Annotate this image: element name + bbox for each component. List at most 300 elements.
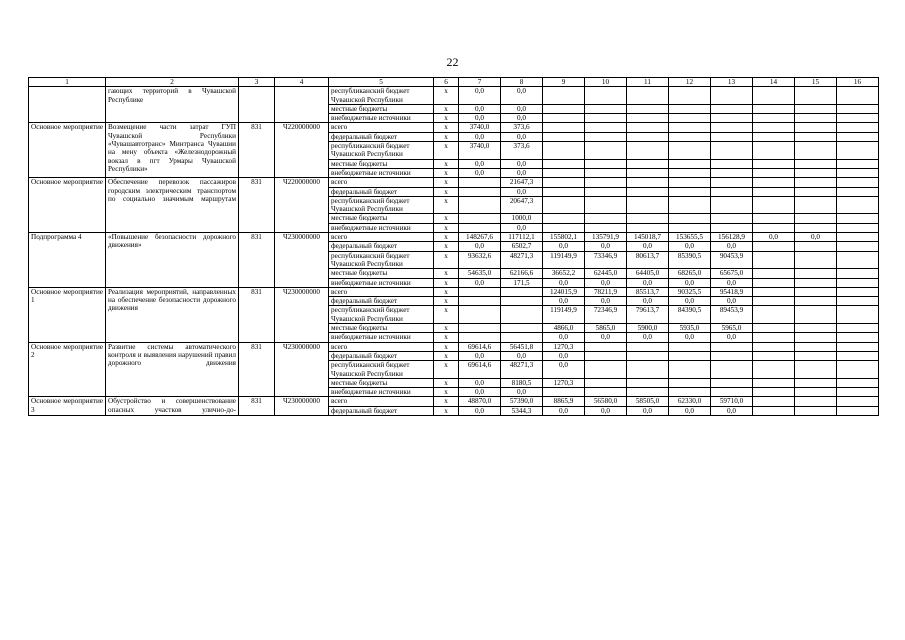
value-cell — [795, 168, 837, 177]
value-cell: 0,0 — [501, 159, 543, 168]
value-cell — [543, 178, 585, 187]
value-cell — [753, 123, 795, 132]
value-cell — [837, 178, 879, 187]
value-cell: 0,0 — [459, 242, 501, 251]
value-cell: 0,0 — [459, 406, 501, 415]
value-cell: 5900,0 — [627, 324, 669, 333]
value-cell — [795, 278, 837, 287]
value-cell: 36652,2 — [543, 269, 585, 278]
value-cell — [585, 104, 627, 113]
value-cell — [837, 297, 879, 306]
value-cell — [837, 251, 879, 269]
value-cell — [711, 388, 753, 397]
value-cell: 0,0 — [459, 132, 501, 141]
row-budget-code: Ч220000000 — [275, 178, 329, 233]
value-cell: 69614,6 — [459, 342, 501, 351]
value-cell — [837, 351, 879, 360]
funding-source: местные бюджеты — [329, 214, 434, 223]
funding-source: внебюджетные источники — [329, 333, 434, 342]
value-cell: 0,0 — [501, 223, 543, 232]
value-cell — [753, 142, 795, 160]
value-cell: 0,0 — [585, 278, 627, 287]
value-cell — [669, 378, 711, 387]
value-cell — [585, 187, 627, 196]
value-cell — [585, 87, 627, 105]
value-cell: 79613,7 — [627, 306, 669, 324]
value-cell — [753, 114, 795, 123]
value-cell — [459, 223, 501, 232]
value-cell — [669, 114, 711, 123]
value-cell: 0,0 — [543, 351, 585, 360]
value-cell: 5865,0 — [585, 324, 627, 333]
value-cell — [501, 306, 543, 324]
value-cell: 0,0 — [711, 406, 753, 415]
table-row — [29, 123, 879, 132]
value-cell — [753, 278, 795, 287]
value-cell — [837, 361, 879, 379]
value-cell — [543, 388, 585, 397]
table-row — [29, 178, 879, 187]
value-cell — [795, 178, 837, 187]
value-cell — [585, 351, 627, 360]
value-cell — [501, 333, 543, 342]
row-budget-code: Ч230000000 — [275, 342, 329, 397]
value-cell: 119149,9 — [543, 306, 585, 324]
value-cell — [543, 196, 585, 214]
value-cell: 78211,9 — [585, 287, 627, 296]
value-cell — [585, 142, 627, 160]
value-cell: 117112,1 — [501, 233, 543, 242]
value-cell — [753, 388, 795, 397]
value-cell — [669, 361, 711, 379]
value-cell — [669, 178, 711, 187]
x-cell: x — [434, 324, 459, 333]
value-cell — [795, 123, 837, 132]
value-cell: 72346,9 — [585, 306, 627, 324]
value-cell — [543, 87, 585, 105]
value-cell: 0,0 — [585, 297, 627, 306]
value-cell — [753, 168, 795, 177]
funding-source: федеральный бюджет — [329, 351, 434, 360]
value-cell — [837, 159, 879, 168]
row-measure-name: Основное мероприятие 1 — [29, 287, 106, 342]
value-cell: 5344,3 — [501, 406, 543, 415]
value-cell: 93632,6 — [459, 251, 501, 269]
value-cell: 48271,3 — [501, 251, 543, 269]
value-cell — [711, 142, 753, 160]
value-cell — [501, 287, 543, 296]
value-cell — [459, 196, 501, 214]
value-cell — [753, 269, 795, 278]
value-cell — [837, 168, 879, 177]
x-cell: x — [434, 306, 459, 324]
value-cell — [753, 378, 795, 387]
value-cell: 62166,6 — [501, 269, 543, 278]
value-cell: 90453,9 — [711, 251, 753, 269]
value-cell — [795, 187, 837, 196]
value-cell — [585, 342, 627, 351]
value-cell — [669, 223, 711, 232]
value-cell — [627, 187, 669, 196]
row-budget-code: Ч230000000 — [275, 287, 329, 342]
table-row — [29, 87, 879, 105]
funding-source: местные бюджеты — [329, 269, 434, 278]
row-code: 831 — [239, 123, 275, 178]
value-cell — [795, 287, 837, 296]
value-cell: 0,0 — [501, 351, 543, 360]
row-measure-description: Реализация мероприятий, направленных на обеспечение безопасности дорожного движения — [106, 287, 239, 342]
value-cell — [753, 214, 795, 223]
value-cell — [837, 333, 879, 342]
funding-source: внебюджетные источники — [329, 388, 434, 397]
value-cell — [627, 104, 669, 113]
value-cell: 135791,9 — [585, 233, 627, 242]
value-cell — [753, 333, 795, 342]
value-cell — [837, 87, 879, 105]
header-cell: 12 — [669, 78, 711, 87]
value-cell — [543, 214, 585, 223]
x-cell: x — [434, 406, 459, 415]
value-cell: 57390,0 — [501, 397, 543, 406]
header-cell: 8 — [501, 78, 543, 87]
row-measure-description: Обеспечение перевозок пассажиров городским электрическим транспортом по социально значимым маршрутам — [106, 178, 239, 233]
value-cell — [753, 251, 795, 269]
value-cell — [459, 287, 501, 296]
header-cell: 9 — [543, 78, 585, 87]
x-cell: x — [434, 242, 459, 251]
row-measure-description: Развитие системы автоматического контроля и выявления нарушений правил дорожного движения — [106, 342, 239, 397]
value-cell — [753, 178, 795, 187]
row-budget-code: Ч220000000 — [275, 123, 329, 178]
value-cell: 89453,9 — [711, 306, 753, 324]
value-cell — [669, 196, 711, 214]
value-cell: 155802,1 — [543, 233, 585, 242]
value-cell — [753, 187, 795, 196]
value-cell — [795, 388, 837, 397]
value-cell — [459, 297, 501, 306]
x-cell: x — [434, 187, 459, 196]
value-cell: 0,0 — [585, 406, 627, 415]
value-cell: 3740,0 — [459, 123, 501, 132]
value-cell — [795, 196, 837, 214]
table-row — [29, 287, 879, 296]
value-cell — [795, 242, 837, 251]
value-cell: 0,0 — [711, 333, 753, 342]
value-cell — [711, 123, 753, 132]
value-cell — [711, 351, 753, 360]
value-cell: 0,0 — [459, 159, 501, 168]
value-cell — [837, 306, 879, 324]
row-code: 831 — [239, 233, 275, 288]
x-cell: x — [434, 351, 459, 360]
header-cell: 16 — [837, 78, 879, 87]
funding-source: федеральный бюджет — [329, 297, 434, 306]
value-cell: 8865,9 — [543, 397, 585, 406]
value-cell — [711, 361, 753, 379]
value-cell — [753, 159, 795, 168]
value-cell: 0,0 — [711, 278, 753, 287]
value-cell: 148267,6 — [459, 233, 501, 242]
value-cell — [459, 187, 501, 196]
value-cell: 0,0 — [543, 242, 585, 251]
header-cell: 6 — [434, 78, 459, 87]
header-cell: 13 — [711, 78, 753, 87]
value-cell: 0,0 — [669, 242, 711, 251]
value-cell — [753, 342, 795, 351]
value-cell: 85513,7 — [627, 287, 669, 296]
value-cell — [585, 196, 627, 214]
value-cell: 0,0 — [627, 278, 669, 287]
value-cell: 0,0 — [501, 132, 543, 141]
x-cell: x — [434, 297, 459, 306]
value-cell — [795, 342, 837, 351]
value-cell — [837, 196, 879, 214]
value-cell — [753, 87, 795, 105]
value-cell — [459, 333, 501, 342]
x-cell: x — [434, 361, 459, 379]
value-cell — [585, 159, 627, 168]
x-cell: x — [434, 104, 459, 113]
funding-source: республиканский бюджет Чувашской Республики — [329, 196, 434, 214]
row-measure-name — [29, 87, 106, 123]
x-cell: x — [434, 168, 459, 177]
header-cell: 10 — [585, 78, 627, 87]
header-cell: 15 — [795, 78, 837, 87]
value-cell: 0,0 — [459, 114, 501, 123]
funding-source: федеральный бюджет — [329, 187, 434, 196]
value-cell — [795, 159, 837, 168]
header-cell: 4 — [275, 78, 329, 87]
value-cell — [753, 287, 795, 296]
value-cell — [669, 132, 711, 141]
value-cell — [543, 187, 585, 196]
value-cell — [711, 87, 753, 105]
value-cell — [795, 104, 837, 113]
value-cell — [711, 132, 753, 141]
value-cell: 0,0 — [795, 233, 837, 242]
value-cell: 3740,0 — [459, 142, 501, 160]
x-cell: x — [434, 214, 459, 223]
funding-source: местные бюджеты — [329, 324, 434, 333]
value-cell: 0,0 — [669, 278, 711, 287]
value-cell — [543, 159, 585, 168]
value-cell — [711, 187, 753, 196]
value-cell — [543, 223, 585, 232]
value-cell — [711, 178, 753, 187]
value-cell — [543, 114, 585, 123]
funding-source: республиканский бюджет Чувашской Республики — [329, 251, 434, 269]
value-cell: 95418,9 — [711, 287, 753, 296]
value-cell — [795, 378, 837, 387]
value-cell — [753, 196, 795, 214]
value-cell — [669, 87, 711, 105]
row-measure-name: Основное мероприятие 2 — [29, 342, 106, 397]
value-cell — [585, 388, 627, 397]
value-cell — [837, 406, 879, 415]
value-cell — [795, 223, 837, 232]
value-cell — [585, 178, 627, 187]
value-cell — [585, 223, 627, 232]
value-cell: 0,0 — [669, 297, 711, 306]
header-cell: 7 — [459, 78, 501, 87]
header-cell: 5 — [329, 78, 434, 87]
table-header-row — [29, 78, 879, 87]
funding-source: республиканский бюджет Чувашской Республики — [329, 306, 434, 324]
value-cell — [585, 114, 627, 123]
value-cell — [837, 104, 879, 113]
value-cell — [837, 278, 879, 287]
value-cell: 0,0 — [459, 87, 501, 105]
x-cell: x — [434, 333, 459, 342]
funding-source: республиканский бюджет Чувашской Республики — [329, 142, 434, 160]
funding-source: местные бюджеты — [329, 159, 434, 168]
value-cell: 0,0 — [585, 242, 627, 251]
value-cell: 20647,3 — [501, 196, 543, 214]
value-cell — [627, 214, 669, 223]
value-cell — [627, 361, 669, 379]
value-cell — [795, 351, 837, 360]
value-cell — [753, 361, 795, 379]
value-cell — [627, 114, 669, 123]
row-measure-description: Обустройство и совершенствование опасных участков улично-до- — [106, 397, 239, 416]
value-cell — [711, 378, 753, 387]
value-cell — [669, 159, 711, 168]
value-cell: 4866,0 — [543, 324, 585, 333]
value-cell — [543, 142, 585, 160]
value-cell: 0,0 — [501, 187, 543, 196]
x-cell: x — [434, 196, 459, 214]
value-cell: 171,5 — [501, 278, 543, 287]
header-cell: 3 — [239, 78, 275, 87]
value-cell: 5935,0 — [669, 324, 711, 333]
value-cell — [837, 142, 879, 160]
value-cell — [795, 114, 837, 123]
value-cell — [795, 132, 837, 141]
header-cell: 1 — [29, 78, 106, 87]
value-cell — [501, 324, 543, 333]
row-measure-name: Основное мероприятие — [29, 123, 106, 178]
value-cell: 85390,5 — [669, 251, 711, 269]
value-cell — [753, 306, 795, 324]
funding-source: внебюджетные источники — [329, 223, 434, 232]
value-cell — [627, 388, 669, 397]
value-cell: 62330,0 — [669, 397, 711, 406]
value-cell — [585, 361, 627, 379]
value-cell — [837, 114, 879, 123]
value-cell — [711, 114, 753, 123]
value-cell: 145018,7 — [627, 233, 669, 242]
value-cell — [627, 87, 669, 105]
value-cell — [459, 178, 501, 187]
value-cell: 0,0 — [501, 114, 543, 123]
value-cell: 0,0 — [501, 168, 543, 177]
value-cell: 0,0 — [669, 333, 711, 342]
value-cell: 0,0 — [459, 168, 501, 177]
value-cell — [837, 378, 879, 387]
value-cell: 0,0 — [459, 388, 501, 397]
value-cell — [543, 168, 585, 177]
funding-source: всего — [329, 123, 434, 132]
value-cell — [753, 132, 795, 141]
value-cell — [837, 132, 879, 141]
value-cell: 0,0 — [627, 406, 669, 415]
value-cell: 48271,3 — [501, 361, 543, 379]
value-cell — [753, 297, 795, 306]
value-cell — [837, 287, 879, 296]
value-cell — [669, 351, 711, 360]
funding-source: всего — [329, 178, 434, 187]
value-cell: 0,0 — [543, 333, 585, 342]
value-cell — [795, 142, 837, 160]
value-cell — [837, 242, 879, 251]
value-cell: 0,0 — [459, 104, 501, 113]
value-cell — [795, 324, 837, 333]
x-cell: x — [434, 114, 459, 123]
value-cell: 56580,0 — [585, 397, 627, 406]
value-cell — [837, 324, 879, 333]
funding-source: всего — [329, 342, 434, 351]
table-row — [29, 233, 879, 242]
value-cell — [669, 388, 711, 397]
funding-source: республиканский бюджет Чувашской Республики — [329, 87, 434, 105]
value-cell: 0,0 — [543, 361, 585, 379]
funding-source: федеральный бюджет — [329, 132, 434, 141]
value-cell: 373,6 — [501, 123, 543, 132]
value-cell: 0,0 — [585, 333, 627, 342]
value-cell: 1000,0 — [501, 214, 543, 223]
value-cell — [837, 123, 879, 132]
value-cell: 0,0 — [501, 104, 543, 113]
row-budget-code: Ч230000000 — [275, 397, 329, 416]
value-cell — [501, 297, 543, 306]
value-cell: 48870,0 — [459, 397, 501, 406]
value-cell: 5965,0 — [711, 324, 753, 333]
value-cell: 124015,9 — [543, 287, 585, 296]
value-cell — [627, 159, 669, 168]
value-cell: 84390,5 — [669, 306, 711, 324]
value-cell — [627, 123, 669, 132]
value-cell — [627, 223, 669, 232]
funding-source: внебюджетные источники — [329, 114, 434, 123]
funding-source: республиканский бюджет Чувашской Республики — [329, 361, 434, 379]
value-cell — [669, 214, 711, 223]
value-cell — [795, 333, 837, 342]
value-cell: 0,0 — [543, 297, 585, 306]
value-cell: 65675,0 — [711, 269, 753, 278]
value-cell: 0,0 — [459, 278, 501, 287]
value-cell — [669, 104, 711, 113]
funding-source: внебюджетные источники — [329, 278, 434, 287]
row-measure-description: «Повышение безопасности дорожного движения» — [106, 233, 239, 288]
funding-source: всего — [329, 287, 434, 296]
value-cell: 0,0 — [501, 388, 543, 397]
value-cell: 0,0 — [543, 406, 585, 415]
value-cell — [543, 132, 585, 141]
x-cell: x — [434, 269, 459, 278]
funding-source: федеральный бюджет — [329, 406, 434, 415]
value-cell: 0,0 — [753, 233, 795, 242]
value-cell: 119149,9 — [543, 251, 585, 269]
funding-source: местные бюджеты — [329, 378, 434, 387]
value-cell — [753, 242, 795, 251]
value-cell — [837, 214, 879, 223]
value-cell — [627, 168, 669, 177]
value-cell: 0,0 — [543, 278, 585, 287]
value-cell: 0,0 — [501, 87, 543, 105]
value-cell — [837, 269, 879, 278]
value-cell — [627, 351, 669, 360]
value-cell: 80613,7 — [627, 251, 669, 269]
